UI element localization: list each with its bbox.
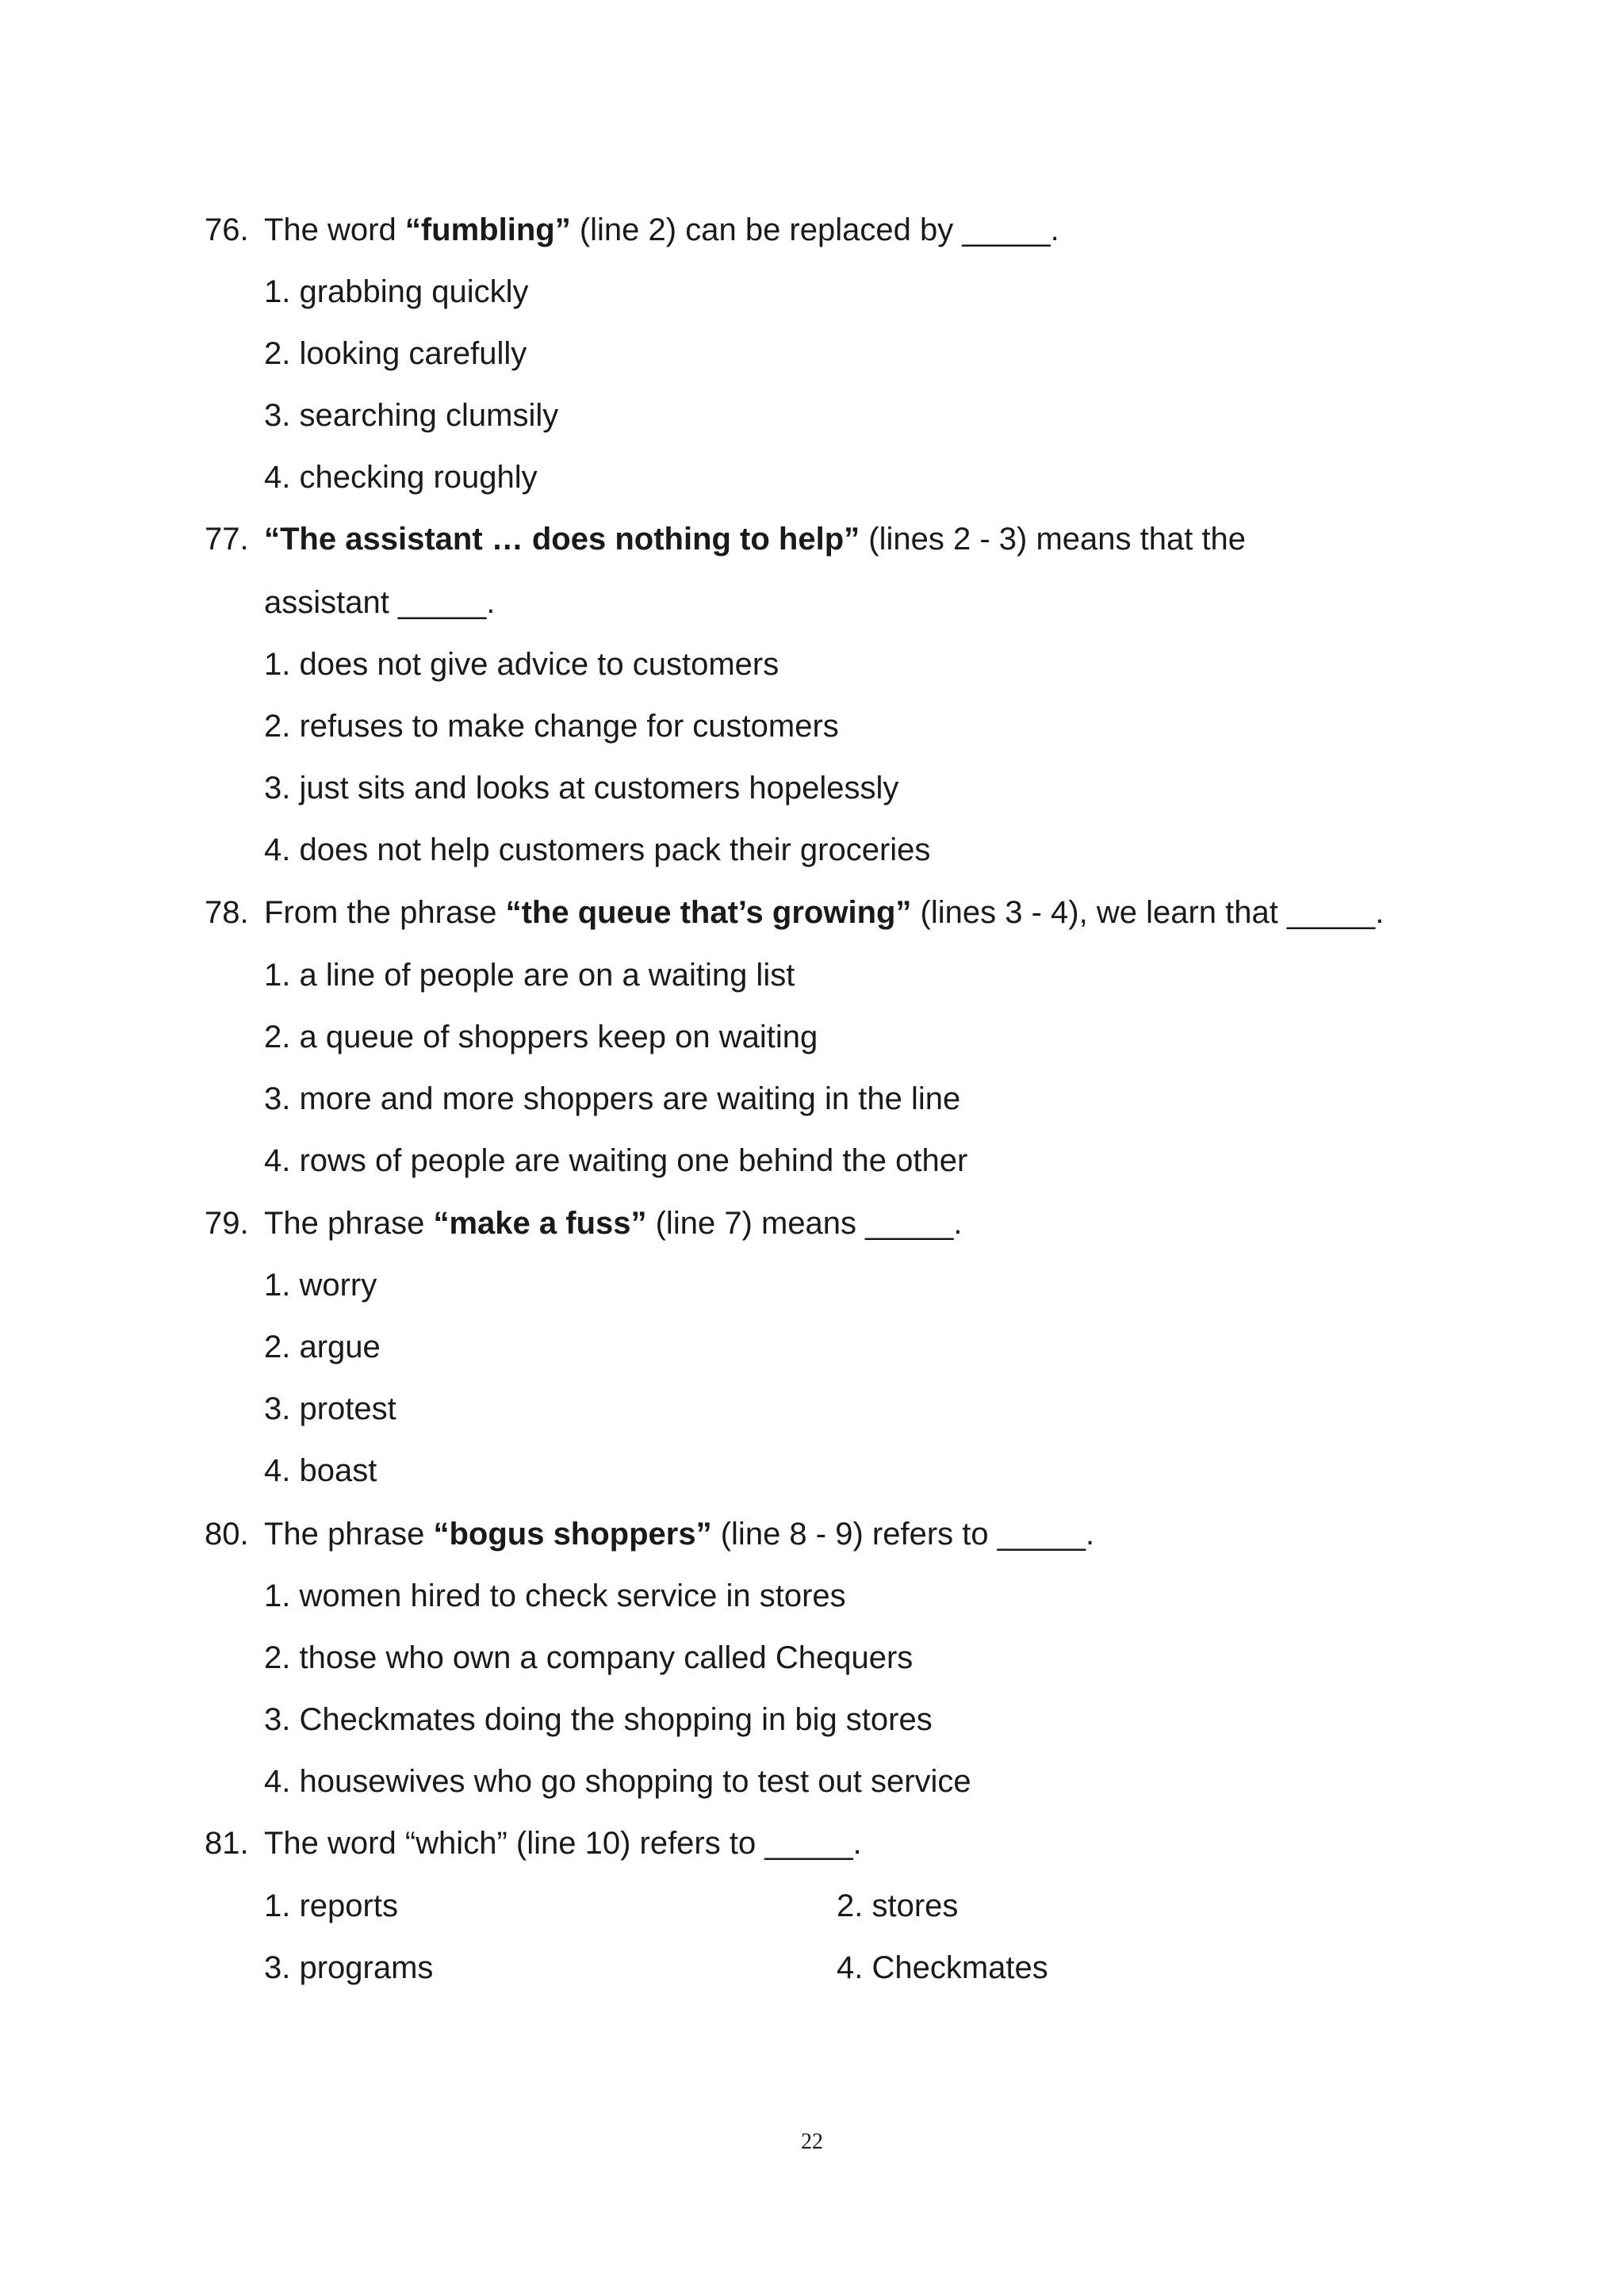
question-number: 76. xyxy=(205,212,249,247)
answer-option: 2. looking carefully xyxy=(264,336,527,371)
question-number: 81. xyxy=(205,1826,249,1861)
answer-option: 4. checking roughly xyxy=(264,460,538,495)
question-number: 80. xyxy=(205,1517,249,1552)
question-stem: “The assistant … does nothing to help” (lines 2 - 3) means that the xyxy=(264,522,1247,557)
page-number: 22 xyxy=(801,2130,823,2154)
question-stem: The phrase “bogus shoppers” (line 8 - 9) refers to _____. xyxy=(264,1517,1095,1552)
question-stem: The phrase “make a fuss” (line 7) means _____. xyxy=(264,1206,963,1241)
answer-option: 4. boast xyxy=(264,1453,377,1488)
answer-option: 1. grabbing quickly xyxy=(264,274,529,309)
answer-option: 4. does not help customers pack their groceries xyxy=(264,832,931,867)
answer-option: 1. women hired to check service in stores xyxy=(264,1578,846,1613)
answer-option: 4. Checkmates xyxy=(837,1950,1048,1985)
answer-option: 3. just sits and looks at customers hopelessly xyxy=(264,771,899,806)
answer-option: 1. does not give advice to customers xyxy=(264,647,779,682)
answer-option: 1. a line of people are on a waiting list xyxy=(264,958,795,993)
answer-option: 2. those who own a company called Chequers xyxy=(264,1640,914,1675)
answer-option: 3. Checkmates doing the shopping in big stores xyxy=(264,1702,933,1737)
question-stem: From the phrase “the queue that’s growing” (lines 3 - 4), we learn that _____. xyxy=(264,895,1385,930)
answer-option: 2. refuses to make change for customers xyxy=(264,709,839,744)
question-number: 77. xyxy=(205,522,249,557)
answer-option: 3. more and more shoppers are waiting in the line xyxy=(264,1081,961,1116)
question-number: 78. xyxy=(205,895,249,930)
answer-option: 1. reports xyxy=(264,1888,398,1923)
answer-option: 4. housewives who go shopping to test out service xyxy=(264,1764,971,1799)
question-stem: The word “which” (line 10) refers to _____. xyxy=(264,1826,862,1861)
answer-option: 2. a queue of shoppers keep on waiting xyxy=(264,1020,818,1054)
answer-option: 3. searching clumsily xyxy=(264,398,559,433)
answer-option: 3. protest xyxy=(264,1391,396,1426)
answer-option: 4. rows of people are waiting one behind the other xyxy=(264,1143,968,1178)
question-stem: The word “fumbling” (line 2) can be replaced by _____. xyxy=(264,212,1059,247)
answer-option: 3. programs xyxy=(264,1950,434,1985)
answer-option: 2. argue xyxy=(264,1330,381,1364)
question-stem-continued: assistant _____. xyxy=(264,585,496,620)
question-number: 79. xyxy=(205,1206,249,1241)
answer-option: 2. stores xyxy=(837,1888,959,1923)
answer-option: 1. worry xyxy=(264,1268,377,1303)
